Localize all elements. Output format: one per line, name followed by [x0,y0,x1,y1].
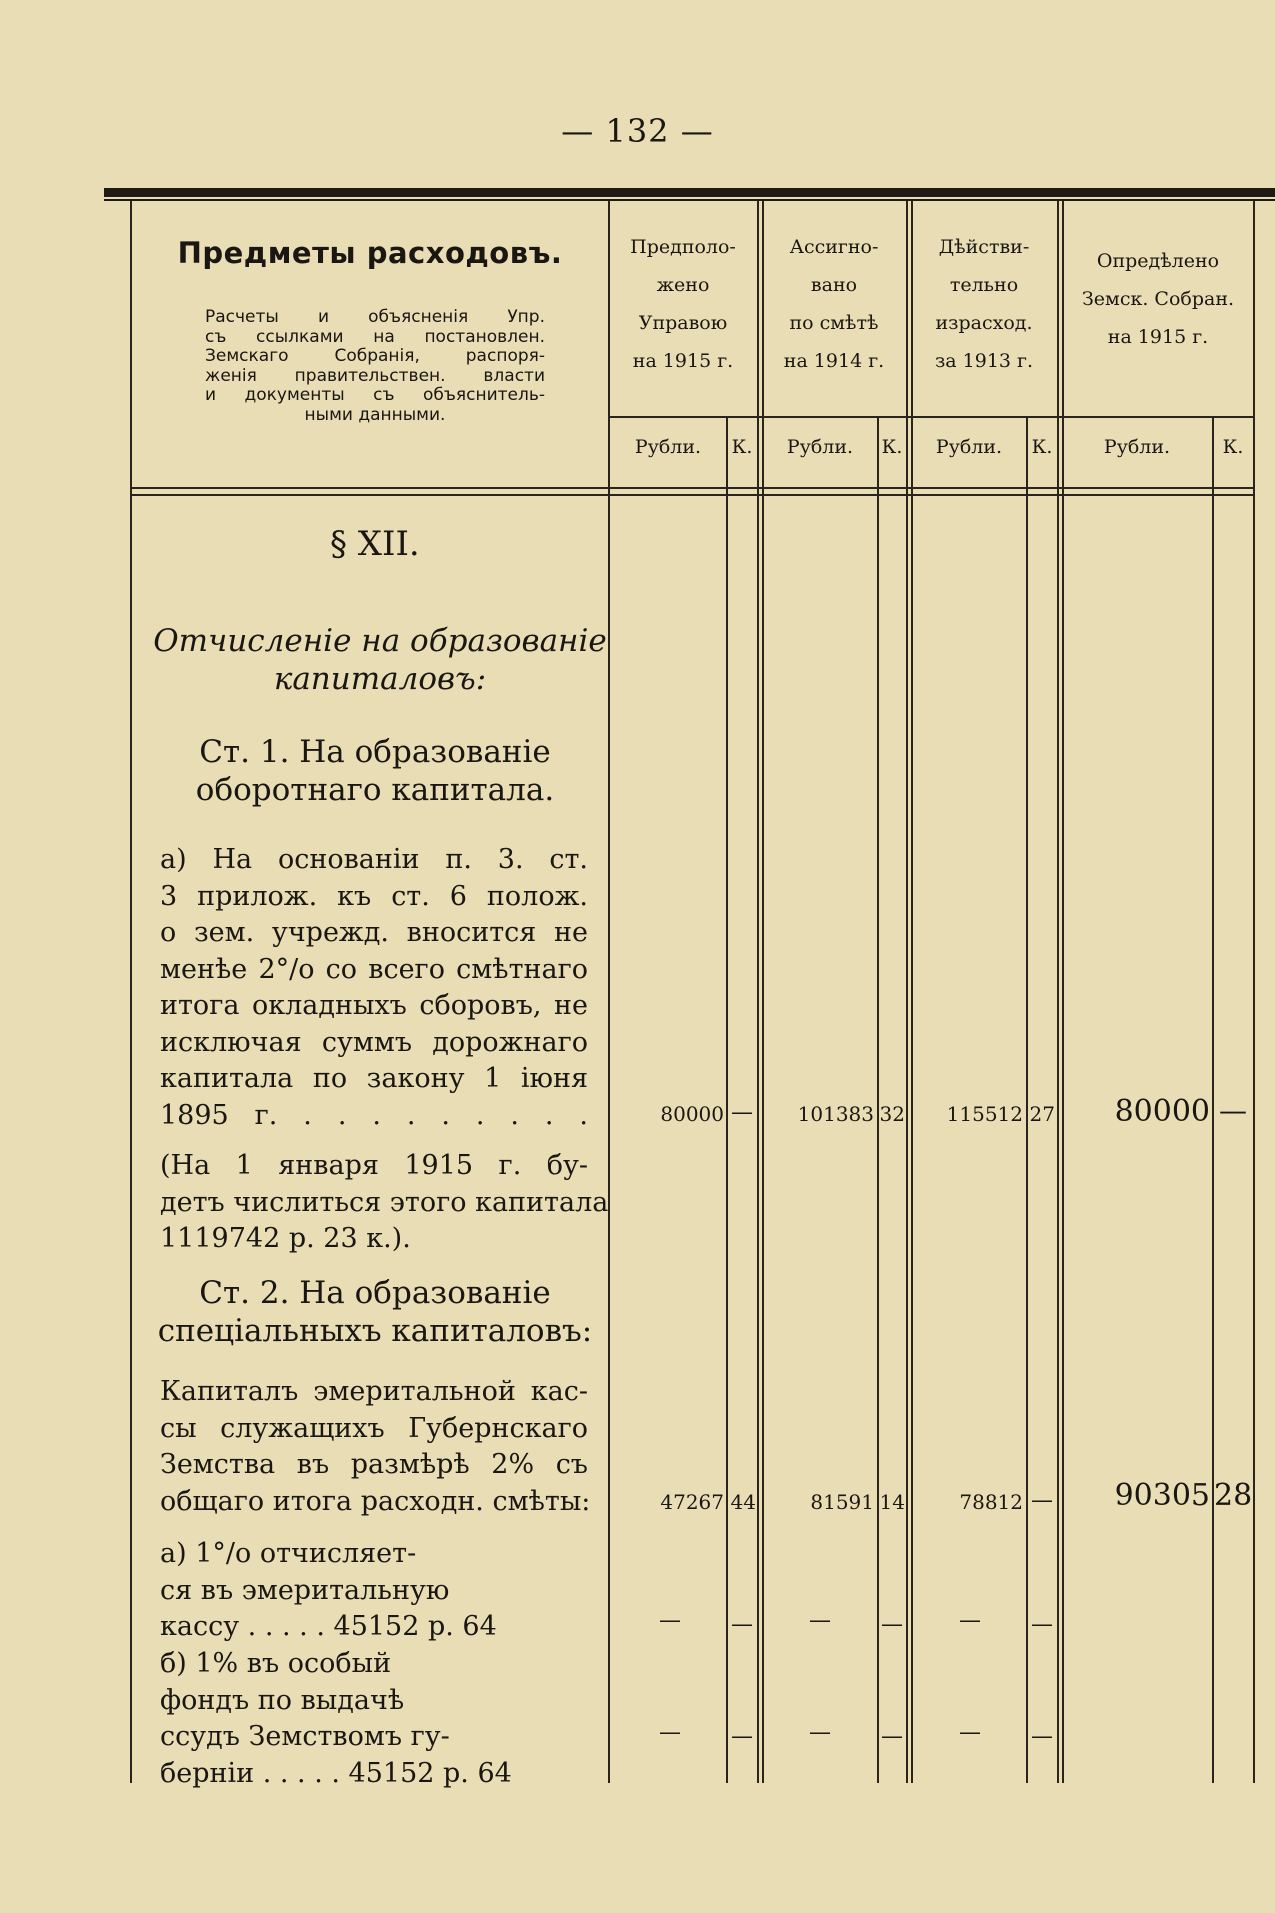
section-title-line: Отчисленіе на образованіе [153,623,607,659]
col-divider-2b [906,201,908,1783]
unit-rubles: Рубли. [634,436,702,458]
value-proposed-kop: 44 [730,1490,756,1514]
value-determined-rub: 80000 [1114,1094,1210,1129]
col-hdr-line: Дѣйстви- [938,236,1030,258]
column-header-spent [913,228,1055,380]
header-bottom-line-2 [130,494,1255,496]
empty-mark: — [1031,1612,1053,1637]
header-desc-line: ными данными. [304,404,446,425]
para-line: менѣе 2°/о со всего смѣтнаго [160,953,588,985]
col-hdr-line: израсход. [935,312,1033,334]
sub-line: б) 1% въ особый [160,1648,392,1679]
empty-mark: — [809,1720,831,1745]
section-title-line: капиталовъ: [273,661,487,697]
para-line: Капиталъ эмеритальной кас- [160,1376,588,1407]
header-description [205,308,545,425]
empty-mark: — [659,1720,681,1745]
value-proposed-rub: 47267 [660,1490,724,1514]
unit-kopecks: К. [1222,436,1244,458]
note-line: 1119742 р. 23 к.). [160,1223,411,1254]
col-hdr-line: жено [656,274,710,296]
header-bottom-line [130,487,1255,489]
top-rule-thin [104,199,1275,201]
sub-line: фондъ по выдачѣ [160,1684,405,1716]
para-line: 3 прилож. къ ст. 6 полож. [160,880,588,912]
col-divider-desc [608,201,610,1783]
empty-mark: — [959,1608,981,1633]
article-1-title [155,733,595,809]
value-assigned-rub: 101383 [797,1102,874,1126]
value-spent-rub: 115512 [946,1102,1023,1126]
note-line: детъ числиться этого капитала [160,1186,609,1218]
para-line: общаго итога расходн. смѣты: [160,1485,591,1517]
header-desc-line: и документы съ объяснитель- [205,385,545,405]
header-desc-line: Расчеты и объясненія Упр. [205,307,545,327]
unit-rubles: Рубли. [786,436,854,458]
value-spent-kop: — [1031,1488,1053,1513]
empty-mark: — [731,1612,753,1637]
note-line: (На 1 января 1915 г. бу- [160,1150,588,1181]
kop-divider-2 [877,418,879,1783]
value-assigned-kop: 14 [879,1490,905,1514]
units-row-top-line [608,416,1255,418]
article-1-paragraph [160,842,588,1134]
col-hdr-line: тельно [949,274,1019,296]
value-spent-kop: 27 [1029,1102,1055,1126]
empty-mark: — [809,1608,831,1633]
para-line: о зем. учрежд. вносится не [160,917,588,948]
sub-line: ссудъ Земствомъ гу- [160,1721,450,1752]
value-proposed-rub: 80000 [660,1102,724,1126]
col-hdr-line: Земск. Собран. [1081,288,1235,310]
col-hdr-line: Ассигно- [789,236,879,258]
sub-item-a [160,1536,602,1646]
article-title-line: Ст. 2. На образованіе [199,1275,551,1311]
sub-line: а) 1°/о отчисляет- [160,1538,417,1569]
header-desc-line: съ ссылками на постановлен. [205,326,545,347]
value-determined-rub: 90305 [1114,1478,1210,1513]
article-2-paragraph [160,1374,591,1520]
unit-rubles: Рубли. [1103,436,1171,458]
column-header-assigned [764,228,904,380]
table-right-border [1253,201,1255,1783]
article-title-line: оборотнаго капитала. [195,772,555,808]
empty-mark: — [731,1724,753,1749]
article-title-line: Ст. 1. На образованіе [199,734,551,770]
col-hdr-line: на 1915 г. [632,350,734,372]
kop-divider-3 [1026,418,1028,1783]
col-hdr-line: Опредѣлено [1096,250,1220,272]
value-assigned-kop: 32 [879,1102,905,1126]
para-line: сы служащихъ Губернскаго [160,1412,588,1444]
empty-mark: — [659,1608,681,1633]
top-rule [104,188,1275,197]
header-desc-line: женія правительствен. власти [205,365,545,386]
header-desc-line: Земскаго Собранія, распоря- [205,346,545,366]
value-proposed-kop: — [731,1100,753,1125]
empty-mark: — [1031,1724,1053,1749]
header-title: Предметы расходовъ. [177,236,563,270]
para-line: Земства въ размѣрѣ 2% съ [160,1449,588,1480]
col-divider-1b [757,201,759,1783]
unit-kopecks: К. [731,436,753,458]
col-hdr-line: за 1913 г. [934,350,1034,372]
para-line: итога окладныхъ сборовъ, не [160,990,588,1021]
col-hdr-line: по смѣтѣ [789,312,879,334]
col-divider-3b [1057,201,1059,1783]
article-1-note [160,1148,609,1258]
value-spent-rub: 78812 [959,1490,1023,1514]
column-header-determined [1064,242,1252,356]
sub-line: кассу . . . . . 45152 р. 64 [160,1611,497,1642]
value-determined-kop: 28 [1214,1478,1253,1513]
empty-mark: — [881,1724,903,1749]
unit-rubles: Рубли. [935,436,1003,458]
col-hdr-line: на 1914 г. [783,350,885,372]
empty-mark: — [959,1720,981,1745]
unit-kopecks: К. [881,436,903,458]
col-hdr-line: Предполо- [630,236,736,258]
col-hdr-line: вано [810,274,858,296]
para-line: капитала по закону 1 іюня [160,1063,588,1094]
article-2-title [155,1274,595,1350]
para-line: исключая суммъ дорожнаго [160,1026,588,1058]
value-assigned-rub: 81591 [810,1490,874,1514]
sub-line: ся въ эмеритальную [160,1574,450,1606]
table-left-border [130,201,132,1783]
empty-mark: — [881,1612,903,1637]
sub-item-b [160,1646,602,1792]
unit-kopecks: К. [1031,436,1053,458]
value-determined-kop: — [1219,1094,1247,1127]
sub-line: берніи . . . . . 45152 р. 64 [160,1757,512,1789]
col-hdr-line: Управою [638,312,728,334]
article-title-line: спеціальныхъ капиталовъ: [157,1313,593,1349]
page-number: — 132 — [561,112,714,150]
section-title [150,622,610,698]
para-line: а) На основаніи п. 3. ст. [160,844,588,875]
para-line: 1895 г. . . . . . . . . . [160,1099,588,1131]
column-header-proposed [612,228,754,380]
section-sign: § XII. [330,524,420,564]
col-hdr-line: на 1915 г. [1107,326,1209,348]
